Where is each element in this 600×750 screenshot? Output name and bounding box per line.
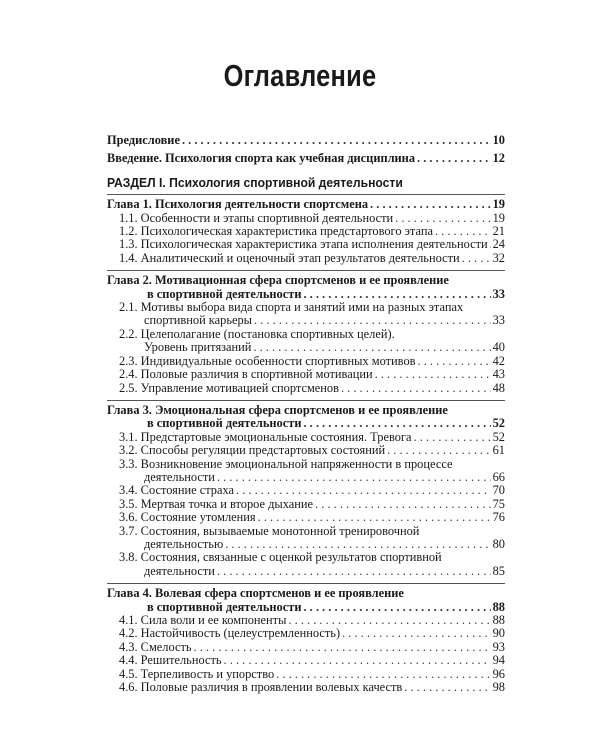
dot-leader — [375, 368, 491, 381]
dot-leader — [217, 565, 491, 578]
section-heading: РАЗДЕЛ I. Психология спортивной деятельности — [107, 174, 403, 190]
subsection-page-number[interactable]: 40 — [492, 340, 505, 355]
subsection-row — [119, 681, 505, 694]
subsection-entry[interactable] — [107, 444, 505, 457]
chapter-line — [107, 274, 505, 287]
subsection-title[interactable]: 3.4. Состояние страха — [119, 483, 235, 498]
subsection-entry[interactable] — [107, 614, 505, 627]
subsection-row — [119, 382, 505, 395]
chapter-title[interactable]: Глава 2. Мотивационная сфера спортсменов и ее проявление — [107, 273, 449, 288]
subsection-title[interactable]: 3.5. Мертвая точка и второе дыхание — [119, 496, 314, 511]
chapter-row — [107, 198, 505, 211]
subsection-page-number[interactable]: 70 — [492, 483, 505, 498]
chapter-entry[interactable] — [107, 194, 505, 211]
subsection-page-number[interactable]: 19 — [492, 210, 505, 225]
subsection-entry[interactable] — [107, 382, 505, 395]
subsection-row — [119, 471, 505, 484]
subsection-title[interactable]: 4.2. Настойчивость (целеустремленность) — [119, 626, 341, 641]
dot-leader — [435, 225, 491, 238]
table-of-contents — [107, 134, 505, 694]
chapter-page-number[interactable]: 52 — [492, 416, 505, 431]
subsection-line — [119, 458, 505, 471]
subsection-title[interactable]: 4.5. Терпеливость и упорство — [119, 666, 275, 681]
subsection-entry[interactable] — [107, 484, 505, 497]
subsection-line — [119, 301, 505, 314]
subsection-row — [119, 431, 505, 444]
subsection-row — [119, 212, 505, 225]
subsection-page-number[interactable]: 75 — [492, 496, 505, 511]
subsection-title[interactable]: 1.2. Психологическая характеристика предстартового этапа — [119, 224, 433, 239]
subsection-entry[interactable] — [107, 368, 505, 381]
subsection-title[interactable]: 2.3. Индивидуальные особенности спортивных мотивов — [119, 353, 416, 368]
subsection-entry[interactable] — [107, 252, 505, 265]
dot-leader — [342, 627, 491, 640]
chapter-entry[interactable] — [107, 270, 505, 301]
subsection-page-number[interactable]: 42 — [492, 353, 505, 368]
subsection-page-number[interactable]: 43 — [492, 367, 505, 382]
dot-leader — [303, 288, 490, 301]
subsection-row — [119, 668, 505, 681]
front-matter-entry[interactable] — [107, 134, 505, 147]
dot-leader — [341, 382, 491, 395]
dot-leader — [404, 681, 490, 694]
subsection-row — [119, 654, 505, 667]
chapter-title[interactable]: Глава 1. Психология деятельности спортсмена — [107, 197, 369, 212]
subsection-title[interactable]: 3.1. Предстартовые эмоциональные состояния. Тревога — [119, 429, 412, 444]
chapter-row — [107, 601, 505, 614]
page-title: Оглавление — [223, 58, 377, 93]
subsection-page-number[interactable]: 21 — [492, 224, 505, 239]
subsection-row — [119, 314, 505, 327]
subsection-row — [119, 627, 505, 640]
subsection-title[interactable]: 3.6. Состояние утомления — [119, 510, 256, 525]
dot-leader — [418, 355, 491, 368]
subsection-line — [119, 525, 505, 538]
subsection-entry[interactable] — [107, 355, 505, 368]
dot-leader — [194, 641, 491, 654]
subsection-entry[interactable] — [107, 212, 505, 225]
subsection-row — [119, 484, 505, 497]
subsection-row — [119, 565, 505, 578]
chapter-row — [107, 417, 505, 430]
dot-leader — [370, 198, 491, 211]
chapter-page-number[interactable]: 33 — [492, 286, 505, 301]
subsection-entry[interactable] — [107, 525, 505, 552]
subsection-row — [119, 238, 505, 251]
subsection-row — [119, 498, 505, 511]
chapter-line — [107, 404, 505, 417]
subsection-entry[interactable] — [107, 431, 505, 444]
chapter-line — [107, 587, 505, 600]
subsection-entry[interactable] — [107, 654, 505, 667]
chapter-entry[interactable] — [107, 583, 505, 614]
subsection-title[interactable]: 1.1. Особенности и этапы спортивной деятельности — [119, 210, 394, 225]
dot-leader — [303, 601, 490, 614]
subsection-page-number[interactable]: 80 — [492, 536, 505, 551]
dot-leader — [258, 511, 491, 524]
subsection-row — [119, 355, 505, 368]
subsection-title[interactable]: 1.4. Аналитический и оценочный этап результатов деятельности — [119, 250, 460, 265]
subsection-page-number[interactable]: 61 — [492, 443, 505, 458]
chapter-page-number[interactable]: 88 — [492, 599, 505, 614]
subsection-page-number[interactable]: 66 — [492, 469, 505, 484]
dot-leader — [387, 444, 491, 457]
dot-leader — [225, 538, 490, 551]
chapter-title[interactable]: в спортивной деятельности — [147, 599, 302, 614]
chapter-entry[interactable] — [107, 400, 505, 431]
subsection-title[interactable]: 2.5. Управление мотивацией спортсменов — [119, 380, 339, 395]
subsection-page-number[interactable]: 52 — [492, 429, 505, 444]
subsection-row — [119, 252, 505, 265]
subsection-entry[interactable] — [107, 551, 505, 578]
subsection-page-number[interactable]: 94 — [492, 653, 505, 668]
dot-leader — [303, 417, 490, 430]
subsection-title[interactable]: 2.2. Целеполагание (постановка спортивных целей). — [119, 326, 395, 341]
subsection-line — [119, 328, 505, 341]
subsection-page-number[interactable]: 88 — [492, 613, 505, 627]
front-matter-entry[interactable] — [107, 152, 505, 165]
subsection-page-number[interactable]: 90 — [492, 626, 505, 641]
dot-leader — [254, 314, 491, 327]
subsection-entry[interactable] — [107, 458, 505, 485]
subsection-entry[interactable] — [107, 641, 505, 654]
subsection-entry[interactable] — [107, 627, 505, 640]
entry-page-number[interactable]: 12 — [492, 151, 505, 166]
subsection-row — [119, 538, 505, 551]
chapter-title[interactable]: Глава 3. Эмоциональная сфера спортсменов и ее проявление — [107, 402, 448, 417]
dot-leader — [414, 431, 491, 444]
dot-leader — [217, 471, 491, 484]
subsection-page-number[interactable]: 85 — [492, 563, 505, 578]
dot-leader — [395, 212, 490, 225]
subsection-line — [119, 551, 505, 564]
subsection-row — [119, 511, 505, 524]
subsection-entry[interactable] — [107, 225, 505, 238]
entry-page-number[interactable]: 10 — [492, 133, 505, 147]
dot-leader — [224, 654, 491, 667]
subsection-row — [119, 641, 505, 654]
subsection-row — [119, 614, 505, 627]
subsection-entry[interactable] — [107, 498, 505, 511]
dot-leader — [276, 668, 490, 681]
chapter-title[interactable]: Глава 4. Волевая сфера спортсменов и ее проявление — [107, 586, 404, 601]
dot-leader — [182, 134, 491, 147]
subsection-title[interactable]: 4.1. Сила воли и ее компоненты — [119, 613, 287, 627]
subsection-entry[interactable] — [107, 681, 505, 694]
subsection-entry[interactable] — [107, 301, 505, 328]
subsection-page-number[interactable]: 98 — [492, 680, 505, 695]
subsection-entry[interactable] — [107, 328, 505, 355]
subsection-entry[interactable] — [107, 668, 505, 681]
dot-leader — [253, 341, 490, 354]
subsection-page-number[interactable]: 76 — [492, 510, 505, 525]
subsection-entry[interactable] — [107, 511, 505, 524]
subsection-title[interactable]: 1.3. Психологическая характеристика этапа исполнения деятельности — [119, 237, 488, 252]
dot-leader — [236, 484, 491, 497]
subsection-page-number[interactable]: 24 — [492, 237, 505, 252]
subsection-row — [119, 225, 505, 238]
dot-leader — [315, 498, 491, 511]
subsection-page-number[interactable]: 32 — [492, 250, 505, 265]
dot-leader — [490, 238, 491, 251]
chapter-title[interactable]: в спортивной деятельности — [147, 416, 302, 431]
dot-leader — [462, 252, 491, 265]
chapter-row — [107, 288, 505, 301]
subsection-row — [119, 341, 505, 354]
subsection-title[interactable]: 3.8. Состояния, связанные с оценкой результатов спортивной — [119, 550, 442, 565]
subsection-title[interactable]: 3.2. Способы регуляции предстартовых состояний — [119, 443, 386, 458]
subsection-title[interactable]: деятельности — [144, 469, 215, 484]
subsection-page-number[interactable]: 93 — [492, 639, 505, 654]
dot-leader — [417, 152, 491, 165]
subsection-page-number[interactable]: 33 — [492, 313, 505, 328]
subsection-title[interactable]: 4.4. Решительность — [119, 653, 222, 668]
subsection-row — [119, 368, 505, 381]
entry-title[interactable]: Введение. Психология спорта как учебная дисциплина — [107, 151, 416, 166]
dot-leader — [288, 614, 490, 627]
subsection-page-number[interactable]: 96 — [492, 666, 505, 681]
subsection-page-number[interactable]: 48 — [492, 380, 505, 395]
subsection-row — [119, 444, 505, 457]
subsection-title[interactable]: 4.6. Половые различия в проявлении волевых качеств — [119, 680, 403, 695]
subsection-title[interactable]: 2.4. Половые различия в спортивной мотивации — [119, 367, 373, 382]
subsection-entry[interactable] — [107, 238, 505, 251]
chapter-page-number[interactable]: 19 — [492, 197, 505, 212]
subsection-title[interactable]: 4.3. Смелость — [119, 639, 192, 654]
subsection-title[interactable]: 3.7. Состояния, вызываемые монотонной тренировочной — [119, 523, 420, 538]
entry-title[interactable]: Предисловие — [107, 133, 180, 147]
subsection-title[interactable]: Уровень притязаний — [144, 340, 252, 355]
chapter-title[interactable]: в спортивной деятельности — [147, 286, 302, 301]
subsection-title[interactable]: деятельностью — [144, 536, 224, 551]
subsection-title[interactable]: спортивной карьеры — [144, 313, 253, 328]
subsection-title[interactable]: деятельности — [144, 563, 215, 578]
subsection-title[interactable]: 3.3. Возникновение эмоциональной напряженности в процессе — [119, 456, 453, 471]
subsection-title[interactable]: 2.1. Мотивы выбора вида спорта и занятий ими на разных этапах — [119, 300, 464, 315]
